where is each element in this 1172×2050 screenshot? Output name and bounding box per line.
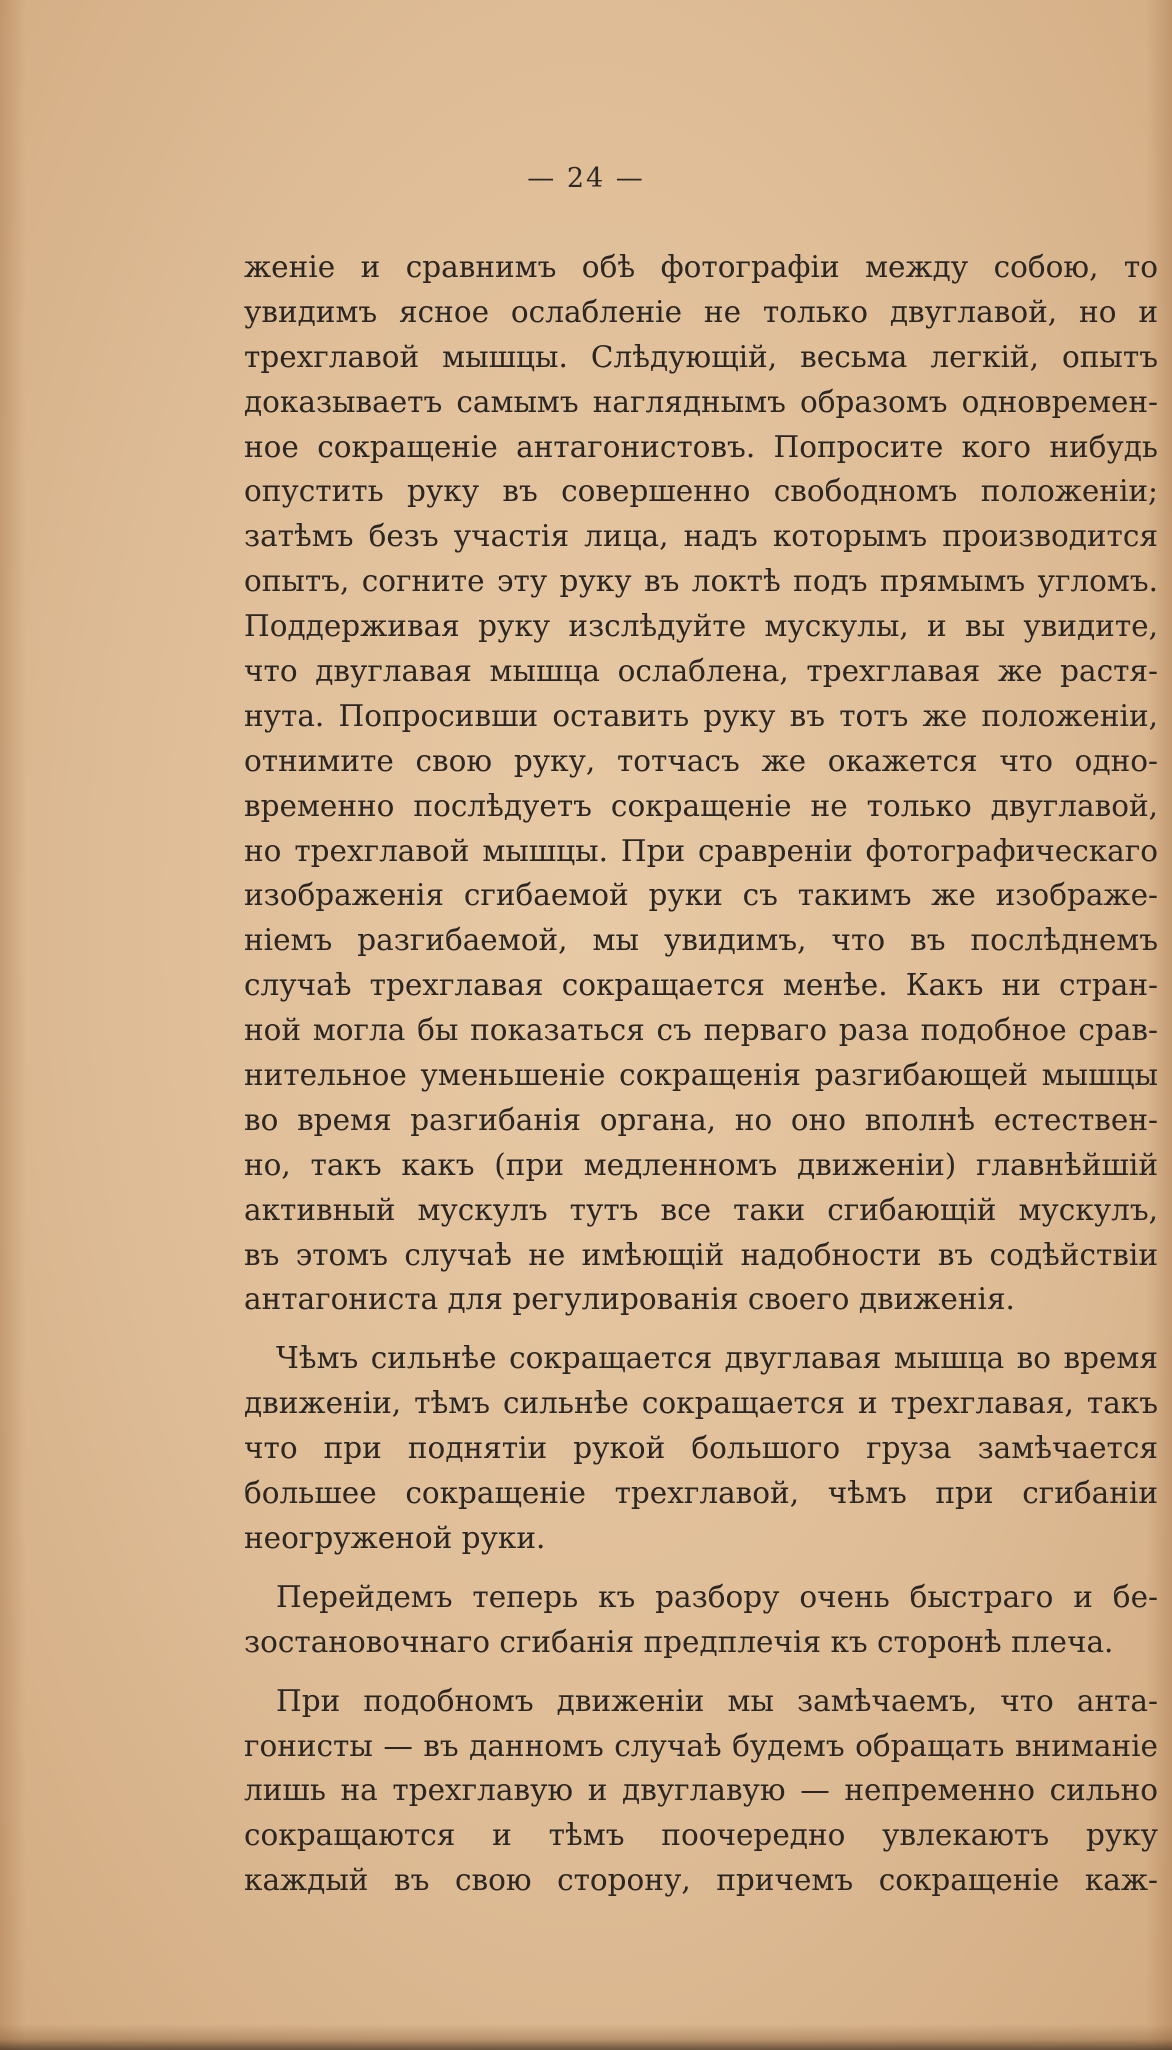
paragraph-4 <box>244 1679 1158 1903</box>
paragraph-gap <box>244 1665 1158 1679</box>
text-line: активный мускулъ тутъ все таки сгибающій мускулъ, <box>244 1192 1158 1227</box>
paragraph-2 <box>244 1336 1158 1560</box>
text-line: случаѣ трехглавая сокращается менѣе. Какъ ни стран- <box>244 968 1158 1003</box>
page-number: — 24 — <box>527 163 645 194</box>
text-line: что при поднятіи рукой большого груза замѣчается <box>244 1431 1158 1466</box>
text-line: зостановочнаго сгибанія предплечія къ сторонѣ плеча. <box>244 1624 1114 1659</box>
text-line: опустить руку въ совершенно свободномъ положеніи; <box>244 474 1158 509</box>
text-line: въ этомъ случаѣ не имѣющій надобности въ содѣйствіи <box>244 1237 1158 1272</box>
text-line: лишь на трехглавую и двуглавую — непременно сильно <box>244 1773 1158 1808</box>
text-line: трехглавой мышцы. Слѣдующій, весьма легкій, опытъ <box>244 339 1158 374</box>
text-line: опытъ, согните эту руку въ локтѣ подъ прямымъ угломъ. <box>244 564 1158 599</box>
text-line: антагониста для регулированія своего движенія. <box>244 1282 1015 1317</box>
text-line: большее сокращеніе трехглавой, чѣмъ при сгибаніи <box>244 1476 1158 1511</box>
text-line: Перейдемъ теперь къ разбору очень быстраго и бе- <box>276 1579 1158 1614</box>
text-line: гонисты — въ данномъ случаѣ будемъ обращать вниманіе <box>244 1728 1158 1763</box>
text-line: изображенія сгибаемой руки съ такимъ же изображе- <box>244 878 1158 913</box>
text-line: что двуглавая мышца ослаблена, трехглавая же растя- <box>244 654 1158 689</box>
paragraph-gap <box>244 1322 1158 1336</box>
text-line: доказываетъ самымъ нагляднымъ образомъ одновремен- <box>244 384 1158 419</box>
text-line: женіе и сравнимъ обѣ фотографіи между собою, то <box>244 250 1158 284</box>
body-text <box>244 245 1158 1903</box>
text-line: но трехглавой мышцы. При сравреніи фотографическаго <box>244 833 1158 868</box>
text-line: увидимъ ясное ослабленіе не только двуглавой, но и <box>244 294 1158 329</box>
paragraph-3 <box>244 1575 1158 1665</box>
text-line: во время разгибанія органа, но оно вполнѣ естествен- <box>244 1102 1158 1137</box>
text-line: отнимите свою руку, тотчасъ же окажется что одно- <box>244 743 1158 778</box>
text-line: нута. Попросивши оставить руку въ тотъ же положеніи, <box>244 698 1158 733</box>
text-line: При подобномъ движеніи мы замѣчаемъ, что анта- <box>276 1683 1158 1718</box>
text-line: ное сокращеніе антагонистовъ. Попросите кого нибудь <box>244 429 1158 464</box>
text-line: ной могла бы показаться съ перваго раза подобное срав- <box>244 1013 1158 1048</box>
text-line: сокращаются и тѣмъ поочередно увлекаютъ руку <box>244 1818 1158 1853</box>
text-line: ніемъ разгибаемой, мы увидимъ, что въ послѣднемъ <box>244 923 1158 958</box>
text-line: временно послѣдуетъ сокращеніе не только двуглавой, <box>244 788 1158 823</box>
paragraph-1 <box>244 245 1158 1322</box>
text-line: неогруженой руки. <box>244 1520 546 1555</box>
page-bottom-edge <box>0 2024 1172 2050</box>
text-line: но, такъ какъ (при медленномъ движеніи) главнѣйшій <box>244 1147 1158 1182</box>
paragraph-gap <box>244 1561 1158 1575</box>
text-line: движеніи, тѣмъ сильнѣе сокращается и трехглавая, такъ <box>244 1386 1158 1421</box>
text-line: Поддерживая руку изслѣдуйте мускулы, и вы увидите, <box>244 609 1158 644</box>
text-line: затѣмъ безъ участія лица, надъ которымъ производится <box>244 519 1158 554</box>
text-line: нительное уменьшеніе сокращенія разгибающей мышцы <box>244 1058 1158 1093</box>
text-line: Чѣмъ сильнѣе сокращается двуглавая мышца во время <box>276 1341 1158 1376</box>
text-line: каждый въ свою сторону, причемъ сокращеніе каж- <box>244 1863 1158 1898</box>
